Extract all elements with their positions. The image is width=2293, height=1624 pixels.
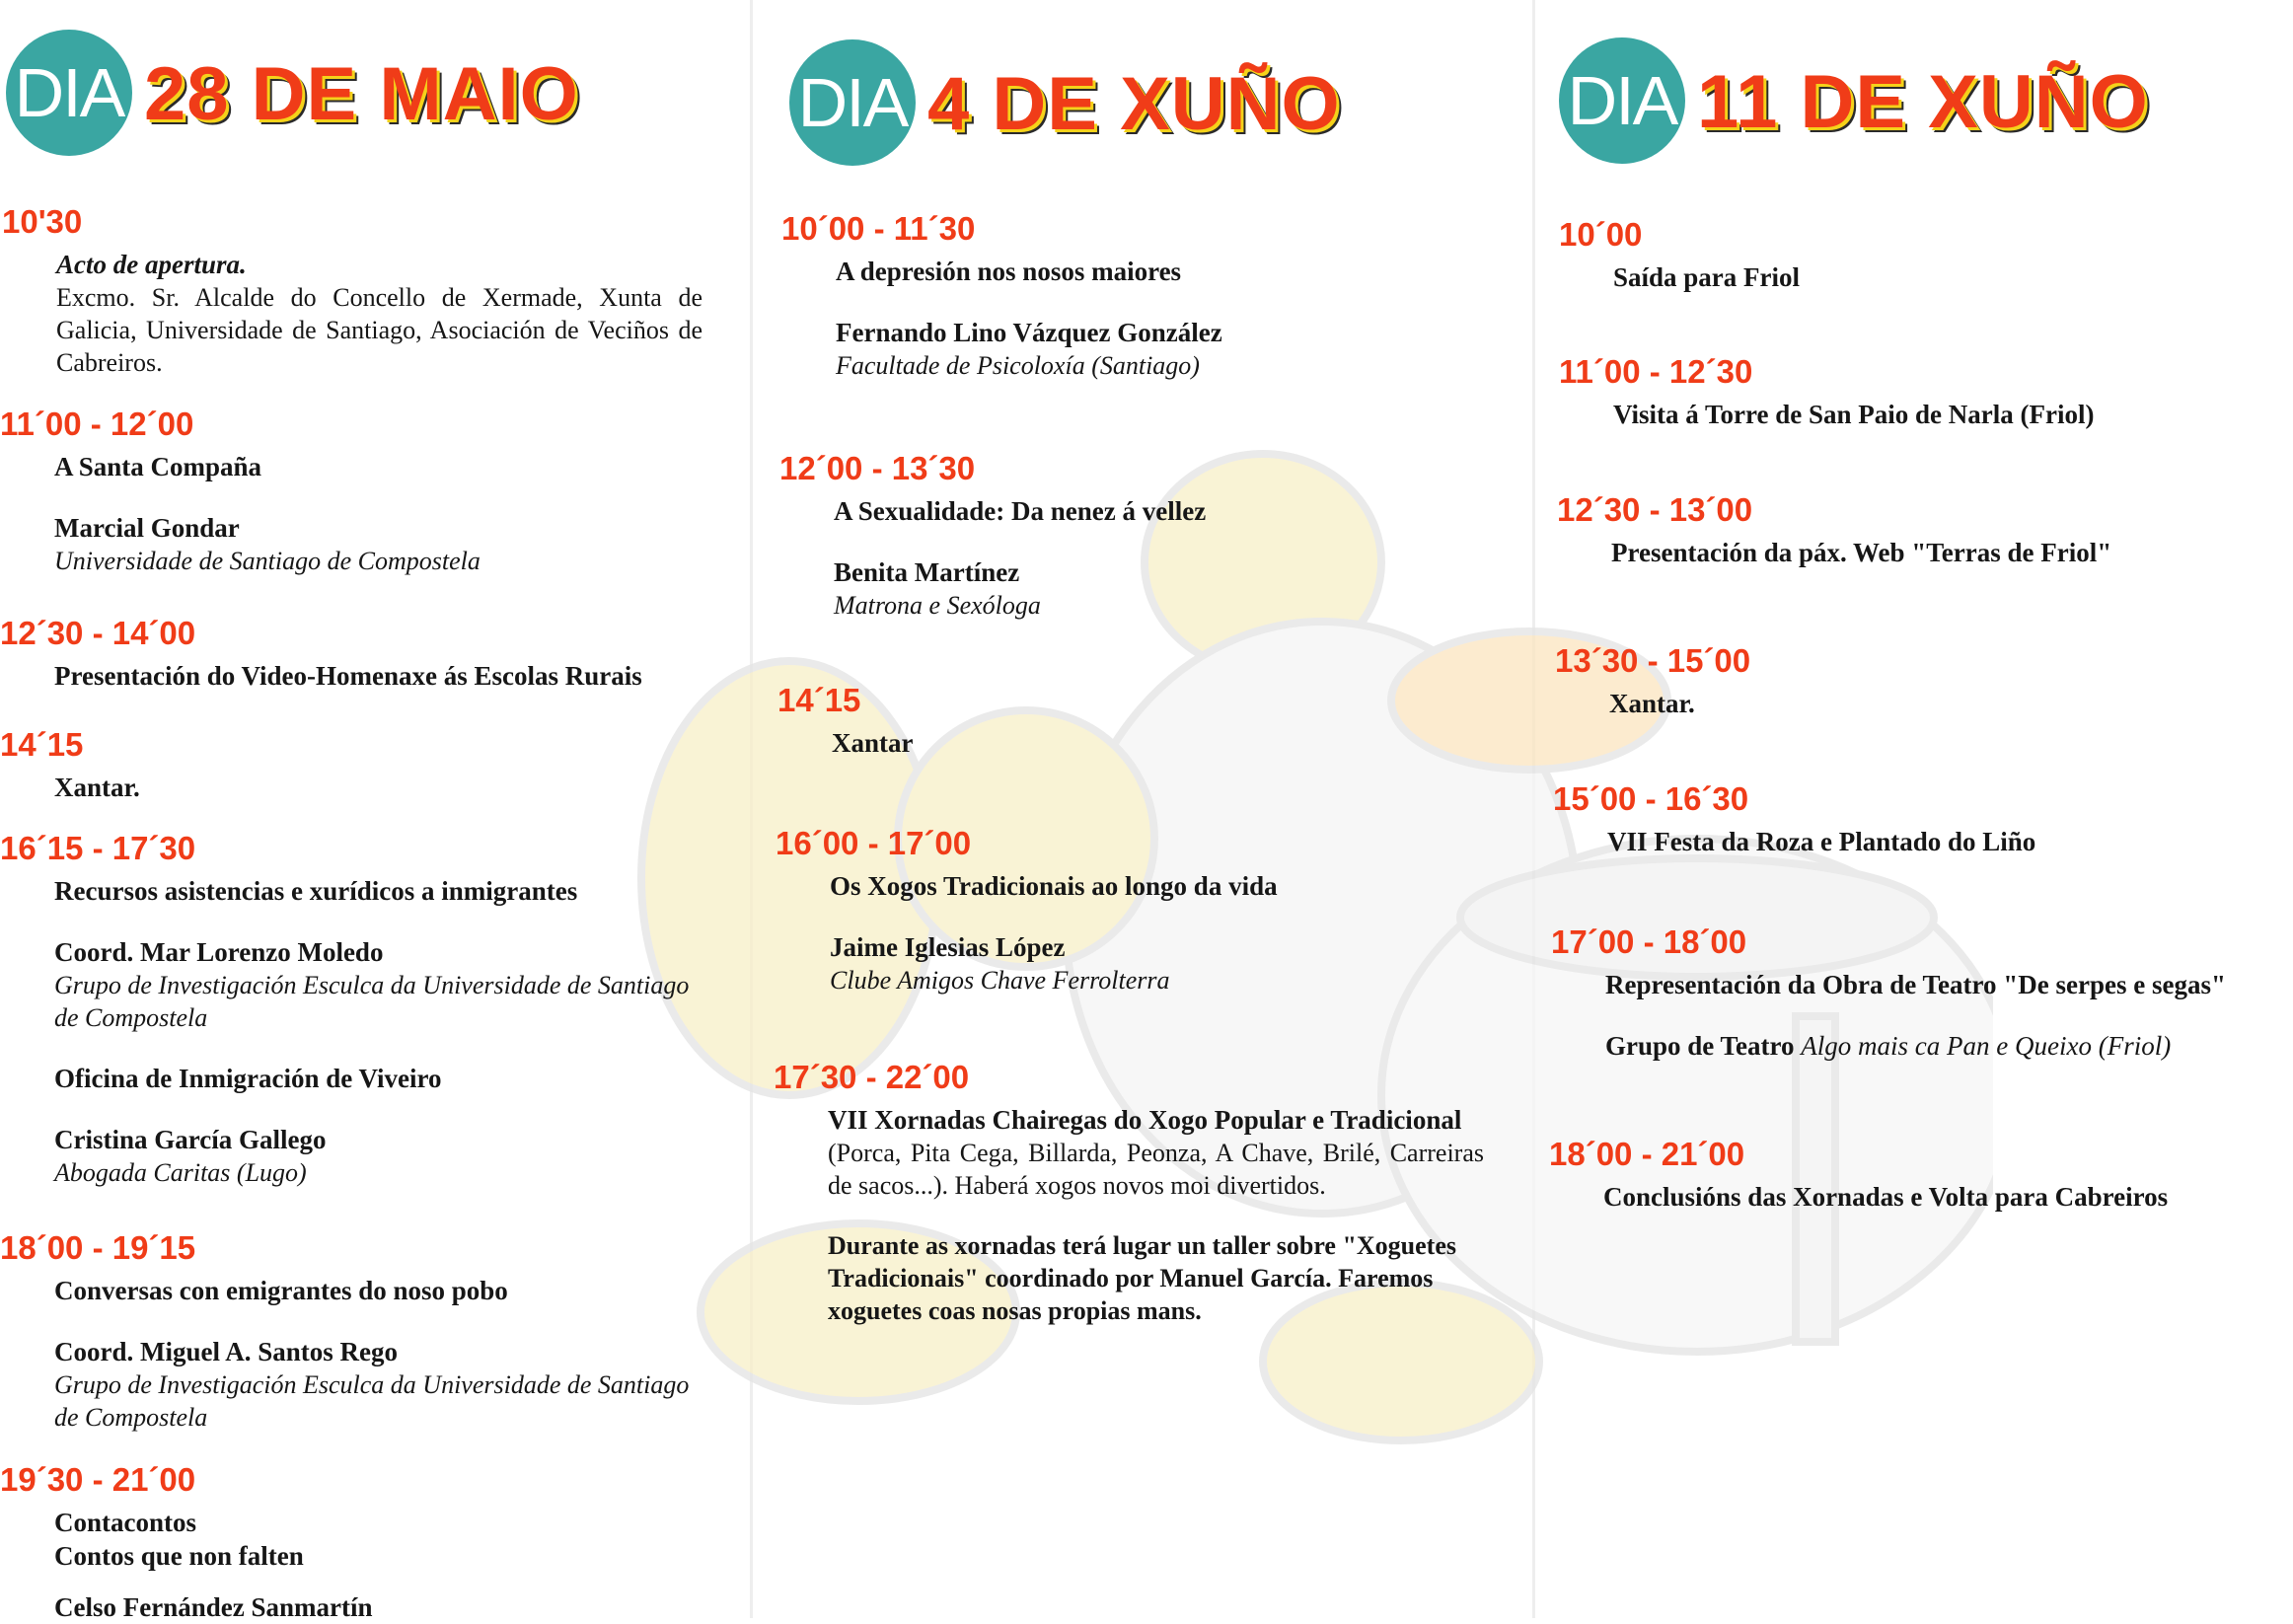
- entry-time: 13´30 - 15´00: [1555, 642, 1751, 679]
- entry-title: Visita á Torre de San Paio de Narla (Friol): [1613, 400, 2095, 429]
- speaker-name: Coord. Miguel A. Santos Rego: [54, 1337, 399, 1366]
- schedule-entry: [0, 1460, 701, 1624]
- entry-time: 12´00 - 13´30: [779, 450, 976, 486]
- day-date: 11 DE XUÑO: [1697, 60, 2149, 144]
- entry-description: (Porca, Pita Cega, Billarda, Peonza, A Chave, Brilé, Carreiras de sacos...). Haberá xogos novos moi divertidos.: [828, 1139, 1484, 1200]
- entry-time: 12´30 - 13´00: [1557, 491, 1753, 528]
- speaker-name: Marcial Gondar: [54, 513, 240, 543]
- entry-title: Recursos asistencias e xurídicos a inmigrantes: [54, 876, 578, 906]
- workshop-note: Durante as xornadas terá lugar un taller sobre "Xoguetes Tradicionais" coordinado por Manuel García. Faremos xoguetes coas nosas propias mans.: [828, 1231, 1456, 1325]
- entry-time: 16´15 - 17´30: [0, 830, 196, 866]
- speaker-name: Fernando Lino Vázquez González: [836, 318, 1222, 347]
- speaker-affiliation: Grupo de Investigación Esculca da Universidade de Santiago de Compostela: [54, 1370, 690, 1432]
- speaker-name: Coord. Mar Lorenzo Moledo: [54, 937, 384, 967]
- entry-title: Xantar.: [54, 773, 140, 802]
- entry-time: 17´00 - 18´00: [1551, 923, 1747, 960]
- entry-title: VII Xornadas Chairegas do Xogo Popular e Tradicional: [828, 1105, 1462, 1135]
- day-header: [789, 39, 1500, 168]
- dia-badge: DIA: [789, 39, 916, 166]
- entry-time: 10´00 - 11´30: [781, 210, 976, 247]
- entry-time: 11´00 - 12´00: [0, 406, 194, 442]
- entry-title: Conclusións das Xornadas e Volta para Cabreiros: [1603, 1182, 2169, 1212]
- entry-time: 14´15: [0, 726, 84, 763]
- schedule-entry: [777, 681, 1508, 760]
- entry-time: 19´30 - 21´00: [0, 1461, 196, 1498]
- entry-title: Acto de apertura.: [56, 250, 247, 279]
- schedule-entry: [779, 449, 1510, 622]
- schedule-entry: [0, 829, 701, 1189]
- theatre-group: [1605, 1029, 2281, 1063]
- speaker-affiliation: Facultade de Psicoloxía (Santiago): [836, 351, 1200, 380]
- day-header: [6, 30, 716, 158]
- entry-title: Os Xogos Tradicionais ao longo da vida: [830, 871, 1278, 901]
- speaker-name: Celso Fernández Sanmartín: [54, 1592, 373, 1622]
- day-header: [1559, 37, 2269, 166]
- entry-title: A Santa Compaña: [54, 452, 262, 481]
- entry-time: 17´30 - 22´00: [774, 1059, 970, 1095]
- entry-title: A Sexualidade: Da nenez á vellez: [834, 496, 1207, 526]
- schedule-entry: [774, 1058, 1484, 1327]
- speaker-affiliation: Clube Amigos Chave Ferrolterra: [830, 966, 1170, 995]
- entry-subtitle: Contos que non falten: [54, 1541, 304, 1571]
- entry-title: A depresión nos nosos maiores: [836, 257, 1182, 286]
- schedule-entry: [0, 725, 701, 804]
- entry-description: Excmo. Sr. Alcalde do Concello de Xermade, Xunta de Galicia, Universidade de Santiago, Asociación de Veciños de Cabreiros.: [56, 283, 703, 377]
- schedule-entry: [1557, 490, 2267, 569]
- entry-title: Conversas con emigrantes do noso pobo: [54, 1276, 508, 1305]
- entry-time: 14´15: [777, 682, 861, 718]
- day-column-28-maio: [0, 0, 730, 1622]
- entry-title: Representación da Obra de Teatro "De serpes e segas": [1605, 970, 2226, 999]
- entry-time: 18´00 - 19´15: [0, 1229, 196, 1266]
- entry-title: Presentación do Video-Homenaxe ás Escolas Rurais: [54, 661, 642, 691]
- entry-time: 15´00 - 16´30: [1553, 780, 1749, 817]
- schedule-entry: [1559, 352, 2269, 431]
- day-date: 28 DE MAIO: [144, 52, 579, 136]
- schedule-entry: [1559, 215, 2269, 294]
- entry-time: 10'30: [2, 203, 83, 240]
- group-label: Grupo de Teatro: [1605, 1031, 1795, 1061]
- entry-time: 16´00 - 17´00: [776, 825, 972, 861]
- entry-time: 18´00 - 21´00: [1549, 1136, 1745, 1172]
- speaker-name: Oficina de Inmigración de Viveiro: [54, 1064, 442, 1093]
- entry-title: Presentación da páx. Web "Terras de Friol": [1611, 538, 2112, 567]
- entry-title: Xantar: [832, 728, 914, 758]
- schedule-entry: [1555, 641, 2265, 720]
- dia-badge: DIA: [1559, 37, 1685, 164]
- entry-time: 11´00 - 12´30: [1559, 353, 1753, 390]
- entry-title: Saída para Friol: [1613, 262, 1801, 292]
- entry-title: Xantar.: [1609, 689, 1695, 718]
- schedule-entry: [1551, 923, 2281, 1063]
- speaker-name: Jaime Iglesias López: [830, 932, 1066, 962]
- schedule-entry: [0, 1228, 701, 1434]
- entry-title: Contacontos: [54, 1508, 197, 1537]
- schedule-entry: [1549, 1135, 2279, 1214]
- schedule-entry: [0, 405, 701, 577]
- schedule-entry: [2, 202, 703, 379]
- speaker-affiliation: Abogada Caritas (Lugo): [54, 1158, 307, 1187]
- schedule-entry: [1553, 779, 2263, 858]
- schedule-entry: [781, 209, 1512, 382]
- entry-title: VII Festa da Roza e Plantado do Liño: [1607, 827, 2036, 856]
- speaker-name: Benita Martínez: [834, 557, 1020, 587]
- day-column-4-xuno: [760, 0, 1519, 1618]
- entry-time: 12´30 - 14´00: [0, 615, 196, 651]
- entry-time: 10´00: [1559, 216, 1643, 253]
- speaker-affiliation: Universidade de Santiago de Compostela: [54, 547, 481, 575]
- day-column-11-xuno: [1539, 0, 2293, 1618]
- schedule-entry: [776, 824, 1506, 997]
- speaker-name: Cristina García Gallego: [54, 1125, 327, 1154]
- group-name: Algo mais ca Pan e Queixo (Friol): [1801, 1031, 2172, 1061]
- speaker-affiliation: Matrona e Sexóloga: [834, 591, 1041, 620]
- day-date: 4 DE XUÑO: [927, 62, 1341, 146]
- schedule-entry: [0, 614, 730, 693]
- speaker-affiliation: Grupo de Investigación Esculca da Universidade de Santiago de Compostela: [54, 971, 690, 1032]
- dia-badge: DIA: [6, 30, 132, 156]
